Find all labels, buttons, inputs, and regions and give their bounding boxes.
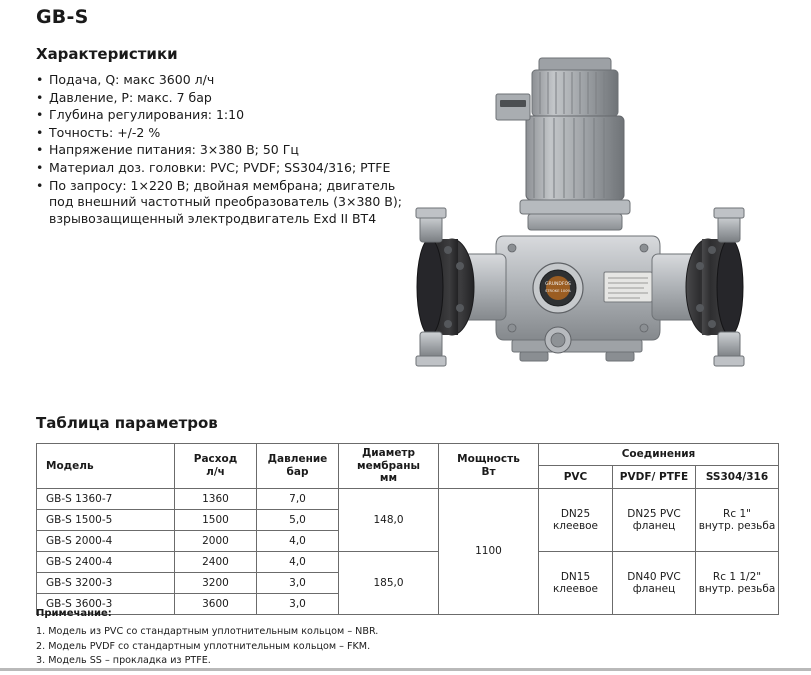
notes-title: Примечание: [36, 608, 112, 619]
column-header-flow-line1: Расход [193, 453, 238, 466]
cell-flow: 1360 [175, 488, 257, 509]
cell-pvdf-bottom-line2: фланец [632, 582, 676, 595]
cell-flow: 1500 [175, 509, 257, 530]
spec-item-text: Точность: +/-2 % [49, 124, 161, 140]
pump-housing [460, 236, 698, 361]
parameters-section [36, 414, 776, 615]
note-line: 3. Модель SS – прокладка из PTFE. [36, 655, 211, 666]
cell-flow: 3600 [175, 593, 257, 614]
cell-pressure: 4,0 [257, 551, 339, 572]
spec-item-text: Материал доз. головки: PVC; PVDF; SS304/316; PTFE [49, 159, 391, 175]
page-title: GB-S [36, 6, 89, 28]
cell-ss-bottom-line1: Rc 1 1/2" [712, 570, 762, 583]
note-line: 1. Модель из PVC со стандартным уплотнительным кольцом – NBR. [36, 626, 379, 637]
column-header-diaphragm-line2: мембраны [357, 459, 420, 472]
column-header-model: Модель [37, 444, 175, 489]
cell-flow: 2400 [175, 551, 257, 572]
specifications-section [36, 45, 416, 228]
cell-pressure: 7,0 [257, 488, 339, 509]
cell-ss-top-line2: внутр. резьба [698, 519, 776, 532]
column-header-pressure-line2: бар [286, 465, 309, 478]
column-header-power-line1: Мощность [457, 453, 520, 466]
cell-pvdf-top [613, 488, 696, 551]
column-header-pressure [257, 444, 339, 489]
column-header-diaphragm [339, 444, 439, 489]
bullet-icon: • [36, 159, 44, 175]
cell-model: GB-S 1500-5 [37, 509, 175, 530]
spec-item [36, 107, 416, 124]
table-row [37, 551, 779, 572]
column-header-flow [175, 444, 257, 489]
cell-pressure: 5,0 [257, 509, 339, 530]
specifications-heading: Характеристики [36, 45, 178, 63]
dosing-head-right [686, 208, 744, 366]
cell-model: GB-S 2400-4 [37, 551, 175, 572]
cell-pvdf-top-line2: фланец [632, 519, 676, 532]
motor-assembly [496, 58, 630, 230]
dosing-head-left [416, 208, 474, 366]
spec-item [36, 178, 416, 228]
cell-diaphragm-bottom: 185,0 [339, 551, 439, 614]
cell-model: GB-S 3200-3 [37, 572, 175, 593]
cell-diaphragm-top: 148,0 [339, 488, 439, 551]
cell-pvdf-top-line1: DN25 PVC [627, 507, 681, 520]
spec-item-text: Давление, P: макс. 7 бар [49, 89, 212, 105]
spec-item [36, 160, 416, 177]
spec-item [36, 72, 416, 89]
column-header-pvc: PVC [539, 466, 613, 488]
cell-pvc-top: DN25 клеевое [539, 488, 613, 551]
cell-power: 1100 [439, 488, 539, 614]
notes-section [36, 608, 636, 669]
cell-flow: 2000 [175, 530, 257, 551]
column-header-flow-line2: л/ч [206, 465, 225, 478]
cell-pvdf-bottom-line1: DN40 PVC [627, 570, 681, 583]
table-row [37, 488, 779, 509]
cell-ss-bottom-line2: внутр. резьба [698, 582, 776, 595]
cell-flow: 3200 [175, 572, 257, 593]
bullet-icon: • [36, 124, 44, 140]
spec-item-text: Подача, Q: макс 3600 л/ч [49, 72, 215, 87]
spec-item [36, 142, 416, 159]
column-header-power-line2: Вт [481, 465, 496, 478]
cell-ss-top-line1: Rc 1" [723, 507, 751, 520]
column-header-ss: SS304/316 [696, 466, 779, 488]
svg-text:STROKE 100%: STROKE 100% [545, 289, 571, 293]
product-photo [408, 40, 798, 370]
bullet-icon: • [36, 89, 44, 105]
column-header-diaphragm-line1: Диаметр [361, 447, 416, 459]
bullet-icon: • [36, 142, 44, 158]
note-line: 2. Модель PVDF со стандартным уплотнительным кольцом – FKM. [36, 640, 371, 652]
cell-model: GB-S 3600-3 [37, 593, 175, 614]
table-heading: Таблица параметров [36, 414, 218, 432]
spec-item [36, 90, 416, 107]
cell-ss-top [696, 488, 779, 551]
cell-pvdf-bottom [613, 551, 696, 614]
cell-pressure: 3,0 [257, 593, 339, 614]
cell-pvc-bottom: DN15 клеевое [539, 551, 613, 614]
column-header-pressure-line1: Давление [267, 453, 328, 466]
parameters-table [36, 443, 779, 615]
column-header-connections: Соединения [539, 444, 779, 466]
column-header-power [439, 444, 539, 489]
specifications-list [36, 72, 416, 227]
spec-item-text: По запросу: 1×220 В; двойная мембрана; двигатель под внешний частотный преобразователь (3×380 В); взрывозащищенный электродвигатель Exd II BT4 [49, 177, 402, 226]
spec-item-text: Глубина регулирования: 1:10 [49, 107, 245, 123]
bullet-icon: • [36, 177, 44, 193]
cell-model: GB-S 2000-4 [37, 530, 175, 551]
spec-item [36, 125, 416, 142]
cell-pressure: 4,0 [257, 530, 339, 551]
svg-text:GRUNDFOS: GRUNDFOS [545, 282, 571, 287]
cell-model: GB-S 1360-7 [37, 488, 175, 509]
table-header-row-1 [37, 444, 779, 466]
column-header-diaphragm-line3: мм [379, 472, 398, 484]
footer-divider [0, 668, 811, 671]
bullet-icon: • [36, 107, 44, 123]
column-header-pvdf-ptfe: PVDF/ PTFE [613, 466, 696, 488]
cell-pressure: 3,0 [257, 572, 339, 593]
spec-item-text: Напряжение питания: 3×380 В; 50 Гц [49, 142, 299, 158]
cell-ss-bottom [696, 551, 779, 614]
bullet-icon: • [36, 72, 44, 87]
